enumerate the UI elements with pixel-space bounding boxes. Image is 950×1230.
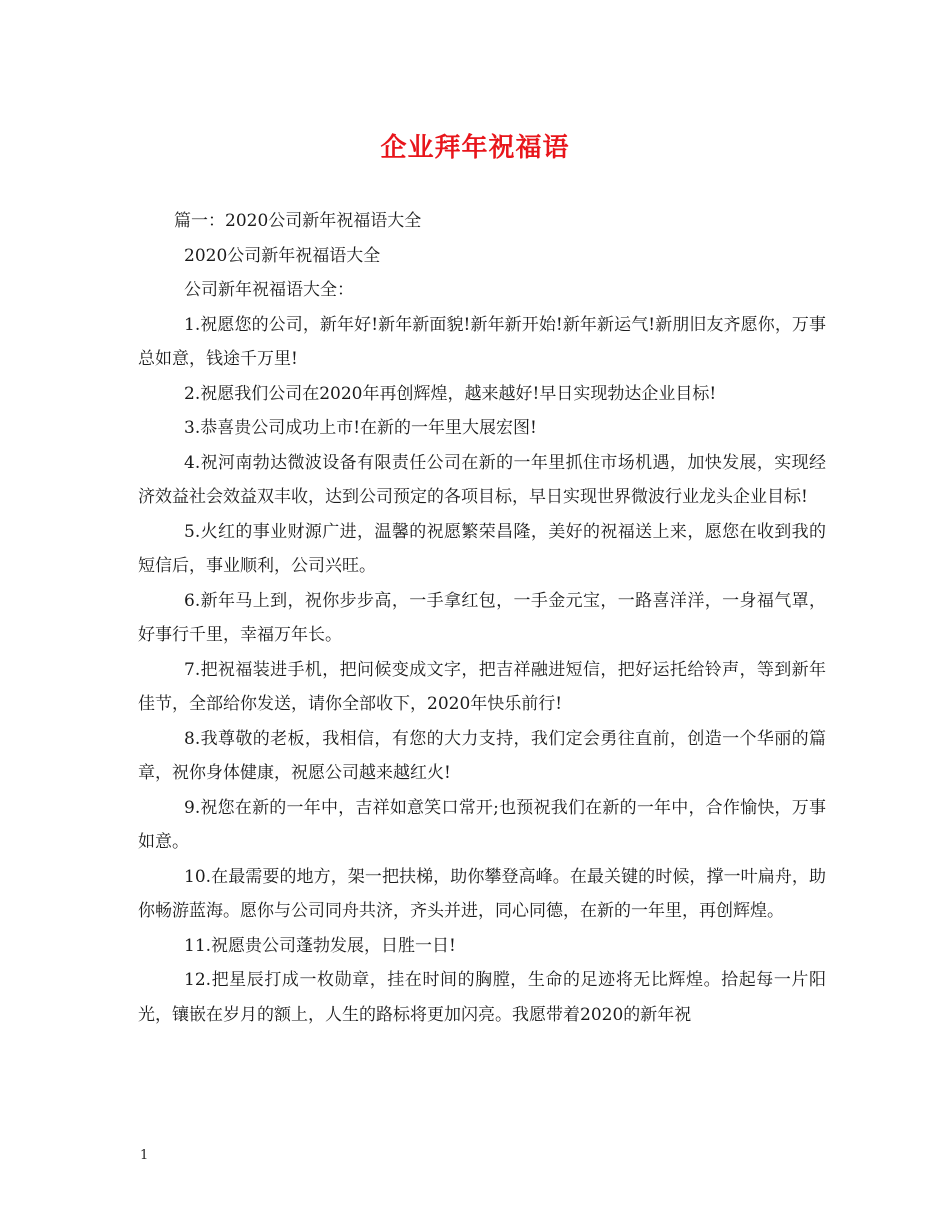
paragraph: 4.祝河南勃达微波设备有限责任公司在新的一年里抓住市场机遇，加快发展，实现经济效益社会效益双丰收，达到公司预定的各项目标，早日实现世界微波行业龙头企业目标! xyxy=(138,452,826,507)
paragraph: 6.新年马上到，祝你步步高，一手拿红包，一手金元宝，一路喜洋洋，一身福气罩，好事行千里，幸福万年长。 xyxy=(138,590,826,645)
page-number: 1 xyxy=(140,1148,149,1163)
paragraph: 9.祝您在新的一年中，吉祥如意笑口常开;也预祝我们在新的一年中，合作愉快，万事如意。 xyxy=(138,797,826,852)
paragraph: 5.火红的事业财源广进，温馨的祝愿繁荣昌隆，美好的祝福送上来，愿您在收到我的短信后，事业顺利，公司兴旺。 xyxy=(138,521,826,576)
section-heading: 篇一：2020公司新年祝福语大全 xyxy=(174,211,422,231)
paragraph: 2.祝愿我们公司在2020年再创辉煌，越来越好!早日实现勃达企业目标! xyxy=(184,383,717,404)
document-title: 企业拜年祝福语 xyxy=(380,133,570,163)
subheading: 公司新年祝福语大全： xyxy=(184,280,354,300)
paragraph: 8.我尊敬的老板，我相信，有您的大力支持，我们定会勇往直前，创造一个华丽的篇章，祝你身体健康，祝愿公司越来越红火! xyxy=(138,728,826,783)
paragraph: 3.恭喜贵公司成功上市!在新的一年里大展宏图! xyxy=(184,418,537,438)
subheading: 2020公司新年祝福语大全 xyxy=(184,245,381,266)
paragraph: 12.把星辰打成一枚勋章，挂在时间的胸膛，生命的足迹将无比辉煌。拾起每一片阳光，镶嵌在岁月的额上，人生的路标将更加闪亮。我愿带着2020的新年祝 xyxy=(138,970,826,1025)
paragraph: 7.把祝福装进手机，把问候变成文字，把吉祥融进短信，把好运托给铃声，等到新年佳节，全部给你发送，请你全部收下，2020年快乐前行! xyxy=(138,659,826,714)
paragraph: 1.祝愿您的公司，新年好!新年新面貌!新年新开始!新年新运气!新朋旧友齐愿你，万事总如意，钱途千万里! xyxy=(138,314,826,369)
paragraph: 11.祝愿贵公司蓬勃发展，日胜一日! xyxy=(184,935,456,956)
document-body xyxy=(138,204,826,1032)
paragraph: 10.在最需要的地方，架一把扶梯，助你攀登高峰。在最关键的时候，撑一叶扁舟，助你畅游蓝海。愿你与公司同舟共济，齐头并进，同心同德，在新的一年里，再创辉煌。 xyxy=(138,866,826,921)
